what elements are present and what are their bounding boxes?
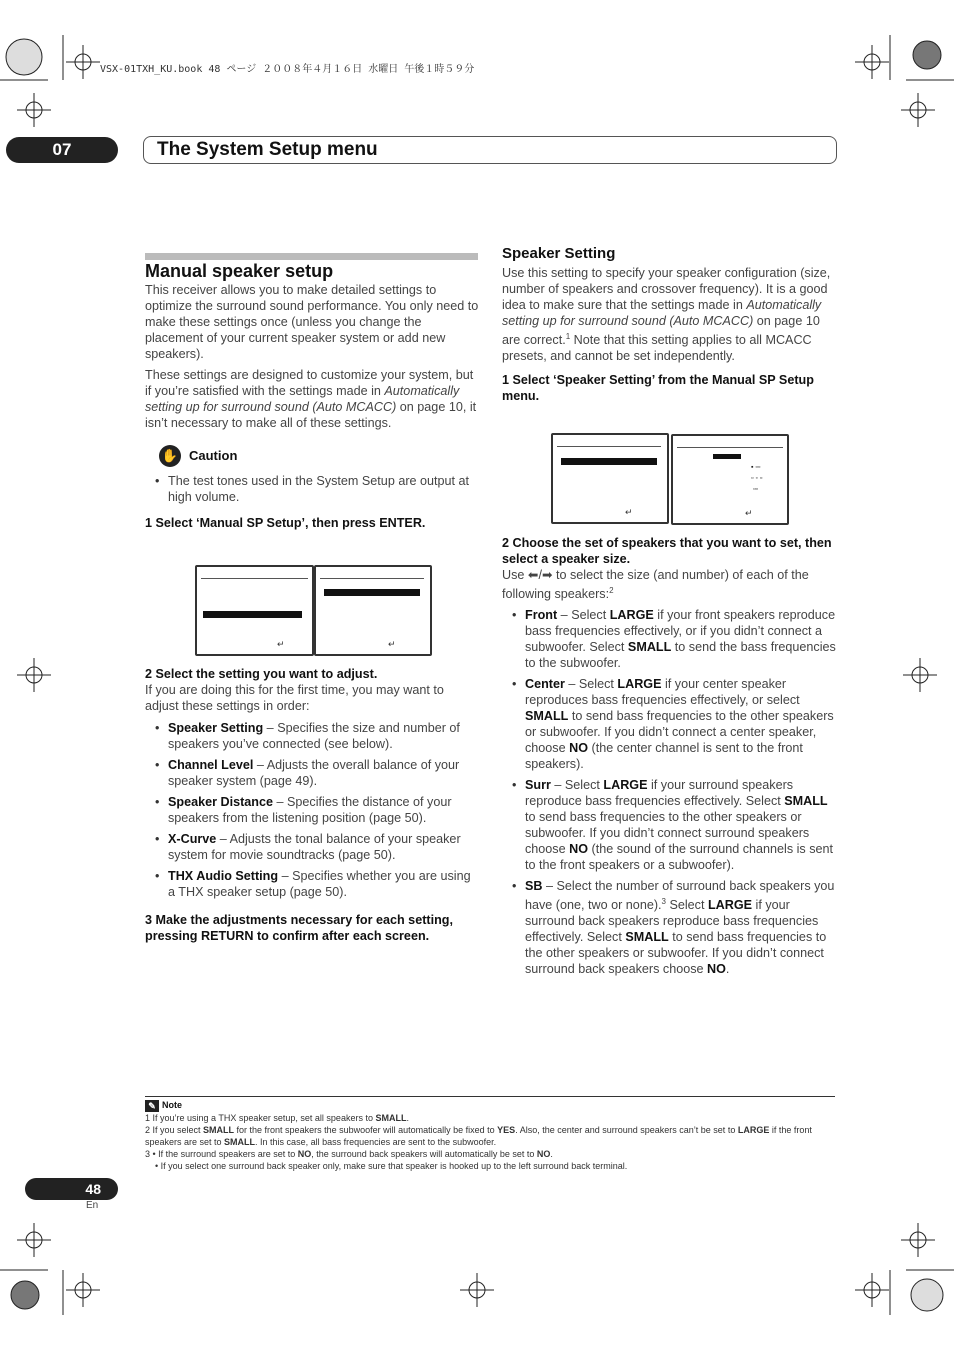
osd-screen-manual-sp-setup-2 [551,433,669,524]
note-2: 2 If you select SMALL for the front speakers the subwoofer will automatically be fixed to YES. Also, the center and surround speakers can’t be set to LARGE if the front speakers are set to SMALL. In this case, all bass frequencies are sent to the subwoofer. [145,1124,812,1147]
return-icon: ↵ [745,508,753,518]
caution-item: • The test tones used in the System Setup are output at high volume. [145,473,480,505]
list-item: • SB – Select the number of surround back speakers you have (one, two or none).$^3$ Select LARGE if your surround back speakers reproduce bass frequencies effectively. Select SMALL to send bass frequencies to the other speakers or subwoofer. If you didn’t connect surround back speakers choose NO. [502,878,837,977]
list-item: • Speaker Setting – Specifies the size and number of speakers you’ve connected (see below). [145,720,480,752]
list-item: • X-Curve – Adjusts the tonal balance of your speaker system for movie soundtracks (page 50). [145,831,480,863]
caution-box [159,445,480,467]
notes-header: ✎ Note [145,1099,837,1112]
section-rule [145,253,478,260]
right-step-2: 2 Choose the set of speakers that you want to set, then select a speaker size. [502,536,832,566]
caution-hand-icon: ✋ [159,445,181,467]
page-number-badge: 48 [25,1178,118,1200]
step-3: 3 Make the adjustments necessary for each setting, pressing RETURN to confirm after each screen. [145,913,453,943]
left-column [145,263,480,531]
note-1: 1 If you’re using a THX speaker setup, set all speakers to SMALL. [145,1112,409,1123]
list-item: • Speaker Distance – Specifies the distance of your speakers from the listening position (page 50). [145,794,480,826]
intro-paragraph-1: This receiver allows you to make detailed settings to optimize the surround sound performance. You only need to make these settings once (unless you change the placement of your current speaker system or add new speakers). [145,283,479,361]
notes [145,1099,837,1172]
speaker-setting-intro: Use this setting to specify your speaker configuration (size, number of speakers and crossover frequency). It is a good idea to make sure that the settings made in Automatically setting up for surround sound (Auto MCACC) on page 10 are correct.$^1$ Note that this setting applies to all MCACC presets, and cannot be set independently. [502,266,831,364]
list-item: • THX Audio Setting – Specifies whether you are using a THX speaker setup (page 50). [145,868,480,900]
list-item: • Channel Level – Adjusts the overall balance of your speaker system (page 49). [145,757,480,789]
chapter-title-bar [143,136,837,164]
note-3-bullet-2: • If you select one surround back speaker only, make sure that speaker is hooked up to the left surround back terminal. [155,1160,628,1171]
speaker-size-list [502,607,837,977]
chapter-title: The System Setup menu [157,139,378,160]
settings-list [145,720,480,900]
step-1: 1 Select ‘Manual SP Setup’, then press ENTER. [145,516,426,530]
notes-rule [145,1096,835,1097]
return-icon: ↵ [388,639,396,649]
step-2: 2 Select the setting you want to adjust. [145,667,378,681]
right-column [502,246,837,404]
osd-screen-speaker-setting [671,434,789,525]
list-item: • Surr – Select LARGE if your surround speakers reproduce bass frequencies effectively. Select SMALL to send bass frequencies to the other speakers or subwoofer. If you didn’t connect surround speakers choose NO (the sound of the surround channels is sent to the front speakers or a subwoofer). [502,777,837,873]
caution-title: Caution [189,448,238,463]
step-2-text: If you are doing this for the first time, you may want to adjust these settings in order: [145,683,444,713]
intro-paragraph-2: These settings are designed to customize your system, but if you’re satisfied with the settings made in Automatically setting up for surround sound (Auto MCACC) on page 10, it isn’t necessary to make all of these settings. [145,368,477,430]
chapter-number: 07 [6,137,118,163]
left-column-lower [145,666,480,944]
speaker-layout-icon: ▪ ▫▫ ▫ ◦ ▫ ▫▫ [751,464,763,493]
right-step-1: 1 Select ‘Speaker Setting’ from the Manual SP Setup menu. [502,373,814,404]
return-icon: ↵ [277,639,285,649]
language-label: En [86,1200,99,1211]
section-heading: Manual speaker setup [145,261,334,281]
right-step-2-text: Use ⬅/➡ to select the size (and number) of each of the following speakers:$^2$ [502,568,809,602]
list-item: • Center – Select LARGE if your center speaker reproduces bass frequencies effectively, or select SMALL to send bass frequencies to the other speakers or subwoofer. If you didn’t connect a center speaker, choose NO (the center channel is sent to the front speakers). [502,676,837,772]
list-item: • Front – Select LARGE if your front speakers reproduce bass frequencies effectively, or if you didn’t connect a subwoofer. Select SMALL to send the bass frequencies to the subwoofer. [502,607,837,671]
right-column-lower [502,535,837,982]
print-header: VSX-01TXH_KU.book 48 ページ ２００８年４月１６日 水曜日 午後１時５９分 [100,64,475,75]
osd-screen-manual-sp-setup [314,565,432,656]
speaker-setting-heading: Speaker Setting [502,245,616,262]
return-icon: ↵ [625,507,633,517]
osd-screen-main-menu [195,565,314,656]
note-icon: ✎ [145,1100,159,1112]
note-3: 3 • If the surround speakers are set to NO, the surround back speakers will automatically be set to NO. [145,1148,553,1159]
